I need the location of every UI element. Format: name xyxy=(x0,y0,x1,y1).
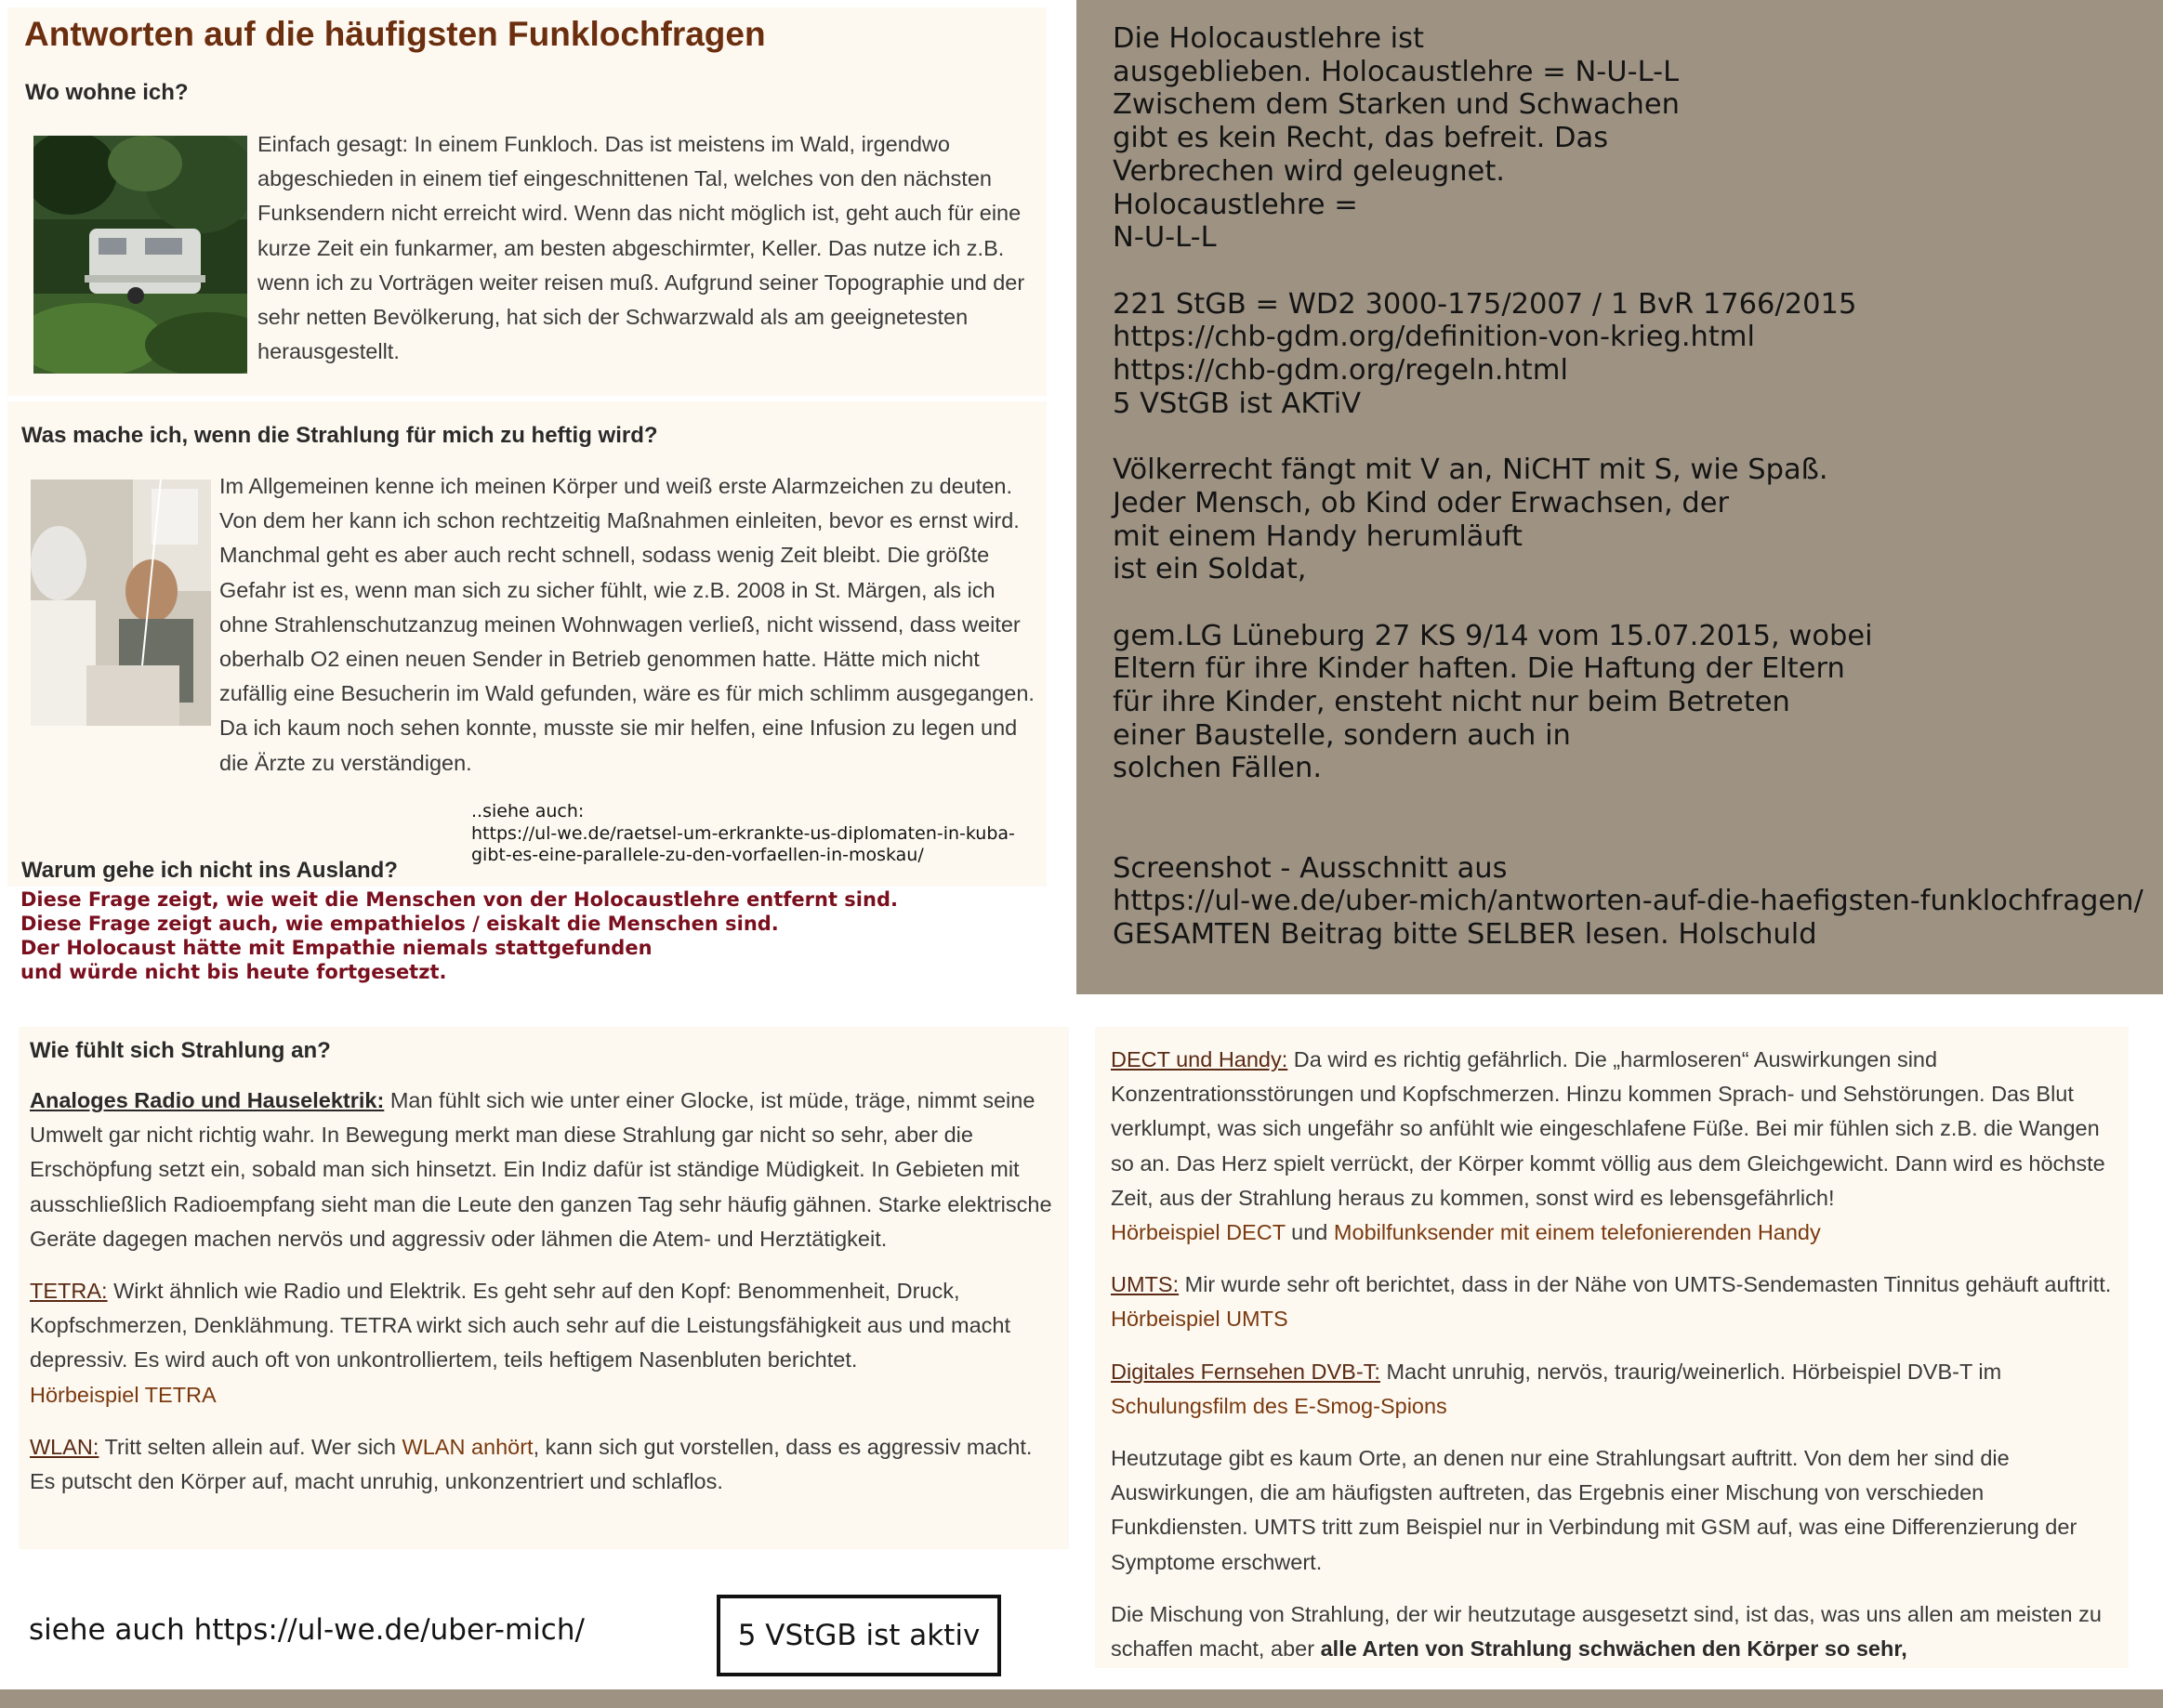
question-wo-wohne: Wo wohne ich? xyxy=(25,80,189,105)
paragraph-radio xyxy=(30,1084,1058,1256)
link-hoerbeispiel-tetra[interactable]: Hörbeispiel TETRA xyxy=(30,1382,217,1407)
siehe-auch-line-3: gibt-es-eine-parallele-zu-den-vorfaellen-in-moskau/ xyxy=(471,845,924,865)
heading-wie-fuehlt: Wie fühlt sich Strahlung an? xyxy=(30,1038,331,1063)
link-wlan-anhoert[interactable]: WLAN anhört xyxy=(402,1434,534,1459)
red-commentary xyxy=(20,887,898,984)
vstgb-box: 5 VStGB ist aktiv xyxy=(717,1595,1001,1676)
siehe-auch-line-1: ..siehe auch: xyxy=(471,801,585,821)
text-dect: Da wird es richtig gefährlich. Die „harmloseren“ Auswirkungen sind Konzentrationsstörungen und Kopfschmerzen. Hinzu kommen Sprach- und Sehstörungen. Das Blut verklumpt, was sich ungefähr so anfühlt wie eingeschlafene Füße. Bei mir fühlen sich z.B. die Wangen so an. Das Herz spielt verrückt, der Körper kommt völlig aus dem Gleichgewicht. Dann wird es höchste Zeit, aus der Strahlung heraus zu kommen, sonst wird es lebensgefährlich! xyxy=(1111,1047,2105,1210)
strahlung-panel-right xyxy=(1095,1027,2129,1668)
paragraph-umts xyxy=(1111,1268,2115,1336)
label-wlan: WLAN: xyxy=(30,1434,99,1459)
siehe-auch-link[interactable] xyxy=(471,801,1015,867)
paragraph-mischung-1: Heutzutage gibt es kaum Orte, an denen nur eine Strahlungsart auftritt. Von dem her sind die Auswirkungen, die am häufigsten auftreten, das Ergebnis einer Mischung von verschieden Funkdiensten. UMTS tritt zum Beispiel nur in Verbindung mit GSM auf, was eine Differenzierung der Symptome erschwert. xyxy=(1111,1446,2077,1574)
answer-strahlung-heftig: Im Allgemeinen kenne ich meinen Körper und weiß erste Alarmzeichen zu deuten. Von dem her kann ich schon rechtzeitig Maßnahmen einleiten, bevor es ernst wird. Manchmal geht es aber auch recht schnell, sodass wenig Zeit bleibt. Die größte Gefahr ist es, wenn man sich zu sicher fühlt, wie z.B. 2008 in St. Märgen, als ich ohne Strahlenschutzanzug meinen Wohnwagen verließ, nicht wissend, dass weiter oberhalb O2 einen neuen Sender in Betrieb genommen hatte. Hätte mich nicht zufällig eine Besucherin im Wald gefunden, wäre es für mich schlimm ausgegangen. Da ich kaum noch sehen konnte, musste sie mir helfen, eine Infusion zu legen und die Ärzte zu verständigen. xyxy=(21,469,1036,781)
label-dvbt: Digitales Fernsehen DVB-T: xyxy=(1111,1359,1380,1384)
text-umts: Mir wurde sehr oft berichtet, dass in der Nähe von UMTS-Sendemasten Tinnitus gehäuft auftritt. xyxy=(1179,1272,2112,1297)
label-dect-handy: DECT und Handy: xyxy=(1111,1047,1288,1071)
paragraph-dvbt xyxy=(1111,1355,2115,1424)
bottom-bar xyxy=(0,1689,2163,1708)
text-wlan-2: , kann sich gut vorstellen, dass es aggressiv macht. Es putscht den Körper auf, macht unruhig, unkonzentriert und schlaflos. xyxy=(30,1434,1033,1494)
label-tetra: TETRA: xyxy=(30,1279,108,1304)
link-mobilfunksender[interactable]: Mobilfunksender mit einem telefonierenden Handy xyxy=(1333,1220,1821,1245)
paragraph-tetra xyxy=(30,1274,1058,1412)
answer-wo-wohne: Einfach gesagt: In einem Funkloch. Das ist meistens im Wald, irgendwo abgeschieden in einem tief eingeschnittenen Tal, welches von den nächsten Funksendern nicht erreicht wird. Wenn das nicht möglich ist, geht auch für eine kurze Zeit ein funkarmer, am besten abgeschirmter, Keller. Das nutze ich z.B. wenn ich zu Vorträgen weiter reisen muß. Aufgrund seiner Topographie und der sehr netten Bevölkerung, hat sich der Schwarzwald als am geeignetesten herausgestellt. xyxy=(257,132,1025,364)
text-analoges-radio: Man fühlt sich wie unter einer Glocke, ist müde, träge, nimmt seine Umwelt gar nicht richtig wahr. In Bewegung merkt man diese Strahlung gar nicht so sehr, aber die Erschöpfung setzt ein, sobald man sich hinsetzt. Ein Indiz dafür ist ständige Müdigkeit. In Gebieten mit ausschließlich Radioempfang sieht man die Leute den ganzen Tag sehr häufig gähnen. Starke elektrische Geräte dagegen machen nervös und aggressiv oder lähmen die Atem- und Herztätigkeit. xyxy=(30,1088,1052,1251)
question-strahlung-heftig: Was mache ich, wenn die Strahlung für mich zu heftig wird? xyxy=(21,423,658,448)
question-ausland: Warum gehe ich nicht ins Ausland? xyxy=(21,858,398,883)
text-tetra: Wirkt ähnlich wie Radio und Elektrik. Es geht sehr auf den Kopf: Benommenheit, Druck, Kopfschmerzen, Denklähmung. TETRA wirkt sich auch sehr auf die Leistungsfähigkeit aus und macht depressiv. Es wird auch oft von unkontrolliertem, teils heftigem Nasenbluten berichtet. xyxy=(30,1279,1010,1373)
article-title: Antworten auf die häufigsten Funklochfragen xyxy=(24,15,766,53)
photo-spacer xyxy=(21,469,219,746)
text-dect-und: und xyxy=(1285,1220,1334,1245)
paragraph-mischung-2 xyxy=(1111,1597,2115,1666)
red-commentary-line-1: Diese Frage zeigt, wie weit die Menschen von der Holocaustlehre entfernt sind. xyxy=(20,888,898,911)
red-commentary-line-2: Diese Frage zeigt auch, wie empathielos / eiskalt die Menschen sind. xyxy=(20,913,779,935)
footer-siehe-auch: siehe auch https://ul-we.de/uber-mich/ xyxy=(29,1613,585,1647)
strahlung-panel-left xyxy=(19,1027,1069,1549)
link-schulungsfilm[interactable]: Schulungsfilm des E-Smog-Spions xyxy=(1111,1393,1447,1418)
label-analoges-radio: Analoges Radio und Hauselektrik: xyxy=(30,1088,385,1112)
commentary-text: Die Holocaustlehre ist ausgeblieben. Holocaustlehre = N-U-L-L Zwischem dem Starken und Schwachen gibt es kein Recht, das befreit. Das Verbrechen wird geleugnet. Holocaustlehre = N-U-L-L 221 StGB = WD2 3000-175/2007 / 1 BvR 1766/2015 https://chb-gdm.org/definition-von-krieg.html https://chb-gdm.org/regeln.html 5 VStGB ist AKTiV Völkerrecht fängt mit V an, NiCHT mit S, wie Spaß. Jeder Mensch, ob Kind oder Erwachsen, der mit einem Handy herumläuft ist ein Soldat, gem.LG Lüneburg 27 KS 9/14 vom 15.07.2015, wobei Eltern für ihre Kinder haften. Die Haftung der Eltern für ihre Kinder, ensteht nicht nur beim Betreten einer Baustelle, sondern auch in solchen Fällen. Screenshot - Ausschnitt aus https://ul-we.de/uber-mich/antworten-auf-die-haefigsten-funklochfragen/ GESAMTEN Beitrag bitte SELBER lesen. Holschuld xyxy=(1113,22,2143,951)
text-mischung-2: Die Mischung von Strahlung, der wir heutzutage ausgesetzt sind, ist das, was uns allen am meisten zu schaffen macht, aber xyxy=(1111,1601,2102,1662)
label-umts: UMTS: xyxy=(1111,1272,1180,1297)
caravan-photo xyxy=(33,136,247,374)
text-mischung-2-bold: alle Arten von Strahlung schwächen den Körper so sehr, xyxy=(1320,1636,1907,1662)
red-commentary-line-4: und würde nicht bis heute fortgesetzt. xyxy=(20,961,447,983)
text-wlan-1: Tritt selten allein auf. Wer sich xyxy=(99,1434,402,1459)
siehe-auch-line-2: https://ul-we.de/raetsel-um-erkrankte-us-diplomaten-in-kuba- xyxy=(471,822,1015,844)
red-commentary-line-3: Der Holocaust hätte mit Empathie niemals stattgefunden xyxy=(20,937,653,959)
paragraph-wlan xyxy=(30,1430,1058,1499)
link-hoerbeispiel-dect[interactable]: Hörbeispiel DECT xyxy=(1111,1220,1286,1245)
link-hoerbeispiel-umts[interactable]: Hörbeispiel UMTS xyxy=(1111,1307,1288,1332)
text-dvbt: Macht unruhig, nervös, traurig/weinerlich. Hörbeispiel DVB-T im xyxy=(1379,1359,2002,1384)
paragraph-dect xyxy=(1111,1043,2115,1250)
